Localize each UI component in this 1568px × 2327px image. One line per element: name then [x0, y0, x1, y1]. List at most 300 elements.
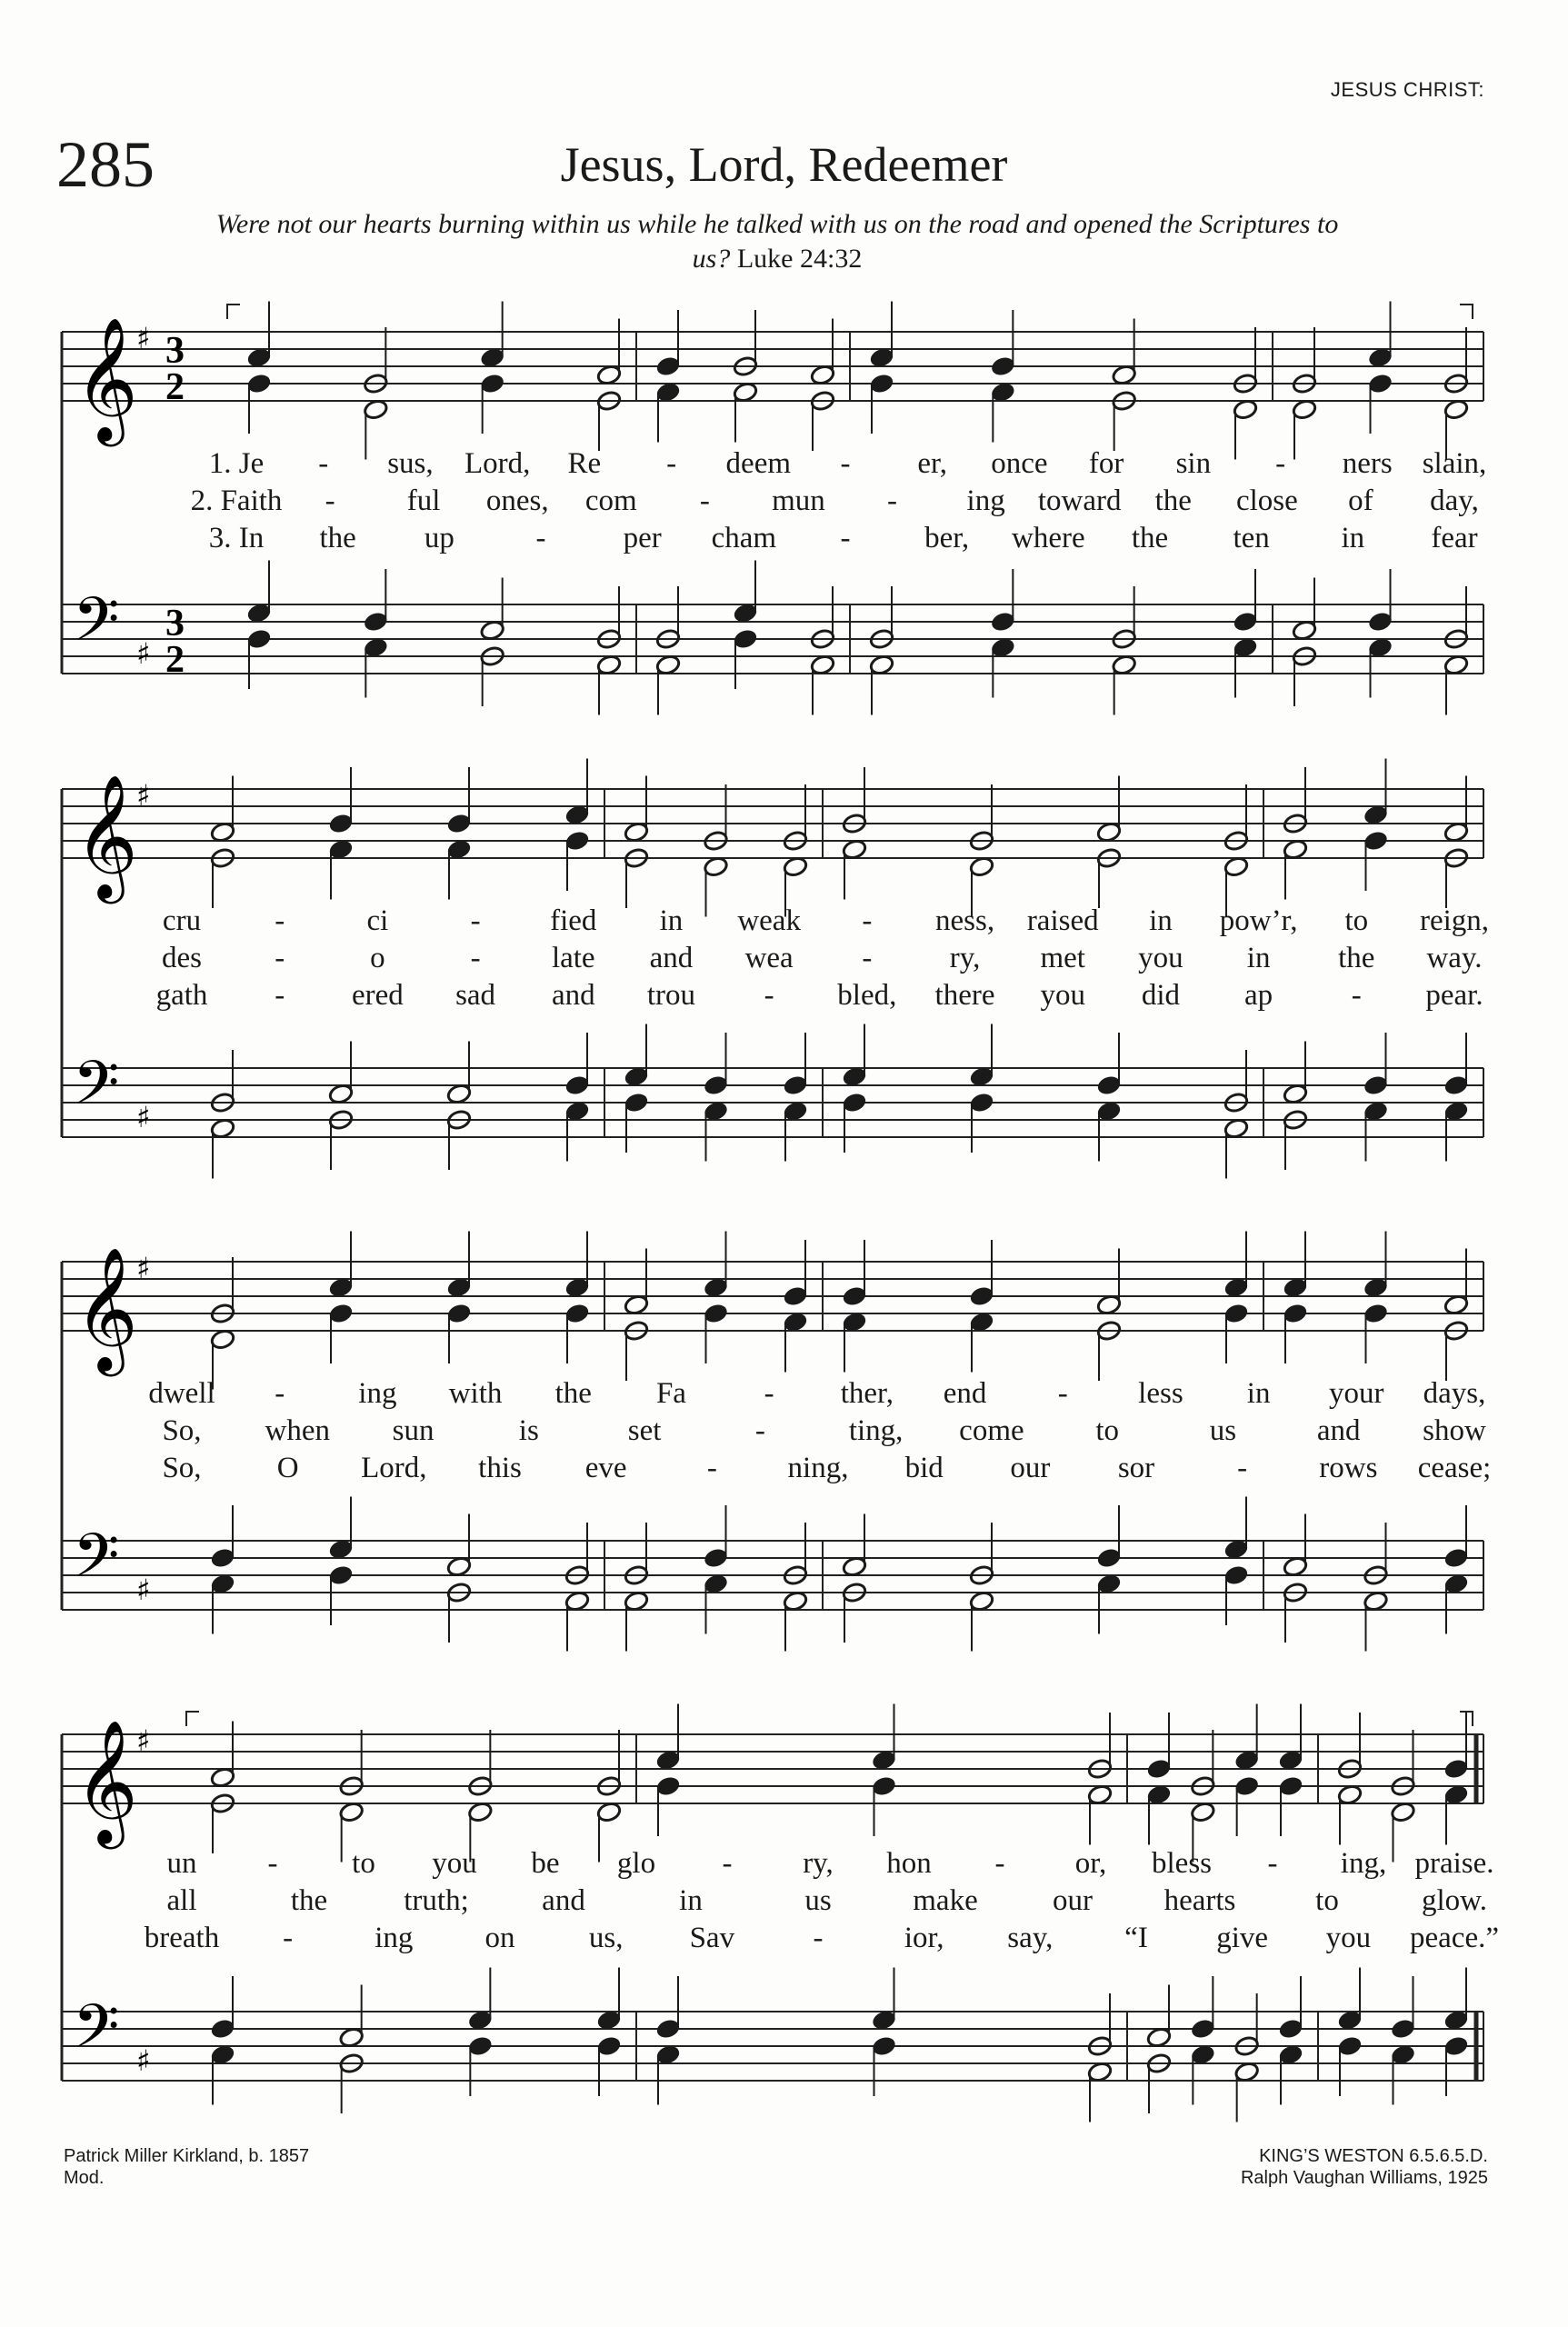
lyric-syllable: ther,	[840, 1377, 894, 1410]
note-head	[1390, 2043, 1415, 2065]
lyric-syllable: there	[934, 979, 995, 1012]
note-head	[246, 628, 272, 650]
note-head	[969, 1311, 994, 1333]
lyric-syllable: us	[1209, 1414, 1237, 1447]
note-head	[596, 1801, 622, 1823]
note-head	[210, 1328, 235, 1350]
author-name: Patrick Miller Kirkland, b. 1857	[64, 2146, 310, 2166]
lyric-syllable: your	[1329, 1377, 1384, 1410]
lyric-syllable: So,	[162, 1414, 202, 1447]
lyric-hyphen: -	[267, 1847, 278, 1880]
note-head	[210, 1766, 235, 1788]
lyric-syllable: ing,	[1340, 1847, 1387, 1880]
note-head	[246, 373, 272, 394]
lyric-syllable: when	[265, 1414, 331, 1447]
note-head	[1443, 1100, 1469, 1122]
note-head	[596, 2009, 622, 2031]
note-head	[1443, 398, 1469, 420]
note-head	[1146, 1783, 1172, 1805]
note-head	[1443, 1547, 1469, 1569]
note-head	[328, 838, 354, 860]
lyric-hyphen: -	[470, 904, 481, 937]
note-head	[1363, 1074, 1388, 1096]
lyric-syllable: the	[1338, 942, 1375, 974]
lyric-syllable: gath	[155, 979, 208, 1012]
note-head	[783, 1074, 808, 1096]
lyric-syllable: to	[1095, 1414, 1120, 1447]
lyric-syllable: in	[659, 904, 684, 937]
note-head	[1190, 2018, 1215, 2040]
note-head	[328, 1303, 354, 1324]
bass-clef-icon: 𝄢	[73, 1521, 120, 1605]
note-head	[990, 636, 1015, 658]
lyric-syllable: to	[1344, 904, 1369, 937]
lyric-syllable: ing	[358, 1377, 397, 1410]
note-head	[1443, 1758, 1469, 1780]
note-head	[783, 855, 808, 877]
note-head	[1363, 804, 1388, 825]
note-head	[1223, 1564, 1249, 1586]
note-head	[1223, 855, 1249, 877]
treble-clef-icon: 𝄞	[75, 1718, 138, 1843]
lyric-syllable: trou	[646, 979, 696, 1012]
lyric-syllable: per	[623, 522, 662, 554]
note-head	[869, 654, 894, 675]
lyric-syllable: breath	[144, 1922, 220, 1954]
note-head	[842, 1311, 867, 1333]
lyric-syllable: sad	[455, 979, 496, 1012]
note-head	[990, 611, 1015, 633]
note-head	[1363, 1100, 1388, 1122]
sharp-icon: ♯	[136, 1723, 151, 1758]
note-head	[564, 1303, 590, 1324]
note-head	[783, 1311, 808, 1333]
note-head	[655, 355, 681, 377]
lyric-syllable: in	[1341, 522, 1365, 554]
treble-time-signature-bottom: 2	[165, 366, 185, 408]
lyric-hyphen: -	[813, 1922, 824, 1954]
lyric-hyphen: -	[283, 1922, 294, 1954]
note-head	[210, 1547, 235, 1569]
lyric-syllable: and	[1316, 1414, 1361, 1447]
lyric-syllable: ning,	[787, 1452, 849, 1484]
note-head	[446, 1276, 472, 1298]
lyric-syllable: deem	[725, 447, 792, 480]
note-head	[1283, 1555, 1308, 1577]
lyric-syllable: the	[1131, 522, 1169, 554]
note-head	[990, 381, 1015, 403]
note-head	[969, 1590, 994, 1612]
lyric-syllable: the	[319, 522, 356, 554]
note-head	[1233, 398, 1258, 420]
lyric-syllable: hearts	[1164, 1884, 1236, 1917]
note-head	[210, 1573, 235, 1594]
lyric-hyphen: -	[764, 1377, 774, 1410]
lyric-syllable: to	[1315, 1884, 1339, 1917]
lyric-syllable: Fa	[655, 1377, 686, 1410]
lyric-syllable: raised	[1026, 904, 1099, 937]
lyric-syllable: eve	[584, 1452, 627, 1484]
lyric-syllable: late	[551, 942, 595, 974]
note-head	[564, 1100, 590, 1122]
note-head	[467, 2009, 493, 2031]
note-head	[842, 838, 867, 860]
treble-clef-icon: 𝄞	[75, 315, 138, 441]
note-head	[479, 619, 504, 641]
note-head	[703, 1303, 728, 1324]
lyric-syllable: ful	[406, 484, 441, 517]
note-head	[1390, 1801, 1415, 1823]
note-head	[1233, 611, 1258, 633]
epigraph-quote: Were not our hearts burning within us while he talked with us on the road and opened the Scriptures to us?	[215, 209, 1339, 274]
lyric-hyphen: -	[666, 447, 677, 480]
lyric-syllable: O	[276, 1452, 299, 1484]
note-head	[564, 804, 590, 825]
lyric-syllable: in	[679, 1884, 703, 1917]
bass-clef-icon: 𝄢	[73, 1048, 120, 1133]
note-head	[363, 398, 388, 420]
lyric-syllable: ness,	[934, 904, 995, 937]
note-head	[564, 1590, 590, 1612]
note-head	[446, 1555, 472, 1577]
note-head	[1233, 1749, 1259, 1771]
note-head	[596, 2035, 622, 2057]
lyric-syllable: and	[551, 979, 595, 1012]
note-head	[783, 1590, 808, 1612]
note-head	[1223, 1117, 1249, 1139]
phrase-bracket	[1460, 305, 1473, 319]
lyric-syllable: you	[1138, 942, 1183, 974]
lyric-syllable: or,	[1074, 1847, 1107, 1880]
note-head	[1223, 1303, 1249, 1324]
lyric-syllable: sun	[392, 1414, 434, 1447]
lyric-syllable: in	[1246, 942, 1271, 974]
note-head	[1367, 636, 1393, 658]
lyric-syllable: is	[518, 1414, 539, 1447]
phrase-bracket	[227, 305, 240, 319]
note-head	[1337, 2009, 1363, 2031]
lyric-hyphen: -	[840, 522, 851, 554]
note-head	[1337, 1783, 1363, 1805]
lyric-syllable: you	[1325, 1922, 1372, 1954]
lyric-syllable: on	[484, 1922, 515, 1954]
lyric-syllable: dwell	[148, 1377, 215, 1410]
note-head	[564, 1074, 590, 1096]
note-head	[1087, 1783, 1113, 1805]
note-head	[655, 654, 681, 675]
lyric-syllable: Lord,	[464, 447, 531, 480]
lyric-syllable: ners	[1342, 447, 1393, 480]
hymn-number: 285	[56, 128, 155, 201]
note-head	[869, 346, 894, 368]
note-head	[969, 855, 994, 877]
lyric-syllable: hon	[886, 1847, 932, 1880]
lyric-syllable: with	[448, 1377, 503, 1410]
lyric-hyphen: -	[887, 484, 898, 517]
note-head	[1096, 1573, 1122, 1594]
note-head	[246, 602, 272, 624]
lyric-syllable: ior,	[904, 1922, 944, 1954]
epigraph-reference: Luke 24:32	[736, 244, 863, 274]
note-head	[1096, 821, 1122, 843]
note-head	[1233, 2061, 1259, 2082]
lyric-syllable: all	[166, 1884, 197, 1917]
lyric-syllable: make	[913, 1884, 978, 1917]
note-head	[810, 364, 835, 385]
lyric-syllable: des	[162, 942, 202, 974]
note-head	[1190, 2043, 1215, 2065]
note-head	[703, 855, 728, 877]
note-head	[1443, 1573, 1469, 1594]
lyric-syllable: wea	[744, 942, 794, 974]
note-head	[1292, 398, 1317, 420]
lyric-syllable: ber,	[924, 522, 970, 554]
note-head	[733, 381, 758, 403]
lyric-syllable: pow’r,	[1219, 904, 1298, 937]
lyric-hyphen: -	[1267, 1847, 1278, 1880]
note-head	[467, 1801, 493, 1823]
note-head	[479, 373, 504, 394]
lyric-syllable: the	[1154, 484, 1192, 517]
lyric-syllable: toward	[1037, 484, 1122, 517]
lyric-hyphen: -	[840, 447, 851, 480]
sharp-icon: ♯	[136, 321, 151, 355]
note-head	[1443, 654, 1469, 675]
composer-name: Ralph Vaughan Williams, 1925	[1240, 2168, 1488, 2188]
bass-clef-icon: 𝄢	[73, 584, 120, 669]
note-head	[1278, 2043, 1303, 2065]
lyric-syllable: un	[166, 1847, 197, 1880]
note-head	[655, 1775, 681, 1797]
lyric-syllable: sor	[1117, 1452, 1155, 1484]
lyric-hyphen: -	[994, 1847, 1005, 1880]
bass-time-signature-bottom: 2	[165, 639, 185, 681]
lyric-hyphen: -	[318, 447, 329, 480]
note-head	[842, 1092, 867, 1114]
note-head	[564, 1276, 590, 1298]
note-head	[871, 2009, 896, 2031]
lyric-syllable: Lord,	[361, 1452, 427, 1484]
note-head	[210, 1117, 235, 1139]
note-head	[1337, 2035, 1363, 2057]
lyric-syllable: sin	[1175, 447, 1212, 480]
note-head	[842, 1065, 867, 1087]
lyric-hyphen: -	[1057, 1377, 1068, 1410]
lyric-syllable: mun	[772, 484, 825, 517]
lyric-syllable: bless	[1152, 1847, 1212, 1880]
lyric-syllable: glow.	[1421, 1884, 1488, 1917]
lyric-syllable: where	[1012, 522, 1085, 554]
note-head	[703, 1573, 728, 1594]
bass-time-signature-top: 3	[165, 603, 185, 644]
lyric-syllable: 2. Faith	[190, 484, 283, 517]
note-head	[624, 821, 649, 843]
note-head	[1283, 1276, 1308, 1298]
note-head	[1443, 2035, 1469, 2057]
note-head	[655, 381, 681, 403]
lyric-hyphen: -	[764, 979, 774, 1012]
lyric-hyphen: -	[275, 904, 285, 937]
lyric-syllable: us	[804, 1884, 832, 1917]
lyric-syllable: to	[352, 1847, 375, 1880]
note-head	[1096, 1100, 1122, 1122]
note-head	[624, 1590, 649, 1612]
note-head	[1390, 2018, 1415, 2040]
lyric-syllable: cham	[711, 522, 777, 554]
lyric-hyphen: -	[722, 1847, 733, 1880]
lyric-syllable: ones,	[485, 484, 549, 517]
lyric-syllable: for	[1088, 447, 1124, 480]
note-head	[1111, 364, 1136, 385]
note-head	[871, 2035, 896, 2057]
note-head	[842, 1285, 867, 1307]
note-head	[1278, 1775, 1303, 1797]
note-head	[328, 1564, 354, 1586]
section-label: JESUS CHRIST:	[1330, 78, 1484, 101]
lyric-syllable: bid	[904, 1452, 944, 1484]
lyric-syllable: 1. Je	[208, 447, 265, 480]
note-head	[871, 1749, 896, 1771]
lyric-syllable: in	[1246, 1377, 1271, 1410]
lyric-hyphen: -	[535, 522, 546, 554]
lyric-hyphen: -	[275, 1377, 285, 1410]
note-head	[969, 1285, 994, 1307]
note-head	[703, 1074, 728, 1096]
note-head	[479, 346, 504, 368]
lyric-syllable: and	[542, 1884, 585, 1917]
lyric-syllable: weak	[737, 904, 801, 937]
lyric-syllable: er,	[917, 447, 947, 480]
sharp-icon: ♯	[136, 778, 151, 813]
lyric-syllable: com	[584, 484, 637, 517]
lyric-hyphen: -	[325, 484, 335, 517]
lyric-syllable: truth;	[404, 1884, 469, 1917]
note-head	[328, 1083, 354, 1104]
note-head	[1363, 830, 1388, 852]
lyric-syllable: you	[432, 1847, 477, 1880]
note-head	[1292, 619, 1317, 641]
lyric-syllable: cru	[162, 904, 202, 937]
sharp-icon: ♯	[136, 1573, 151, 1607]
lyric-syllable: ing	[966, 484, 1005, 517]
lyric-syllable: reign,	[1419, 904, 1490, 937]
lyric-syllable: ci	[366, 904, 389, 937]
note-head	[1278, 1749, 1303, 1771]
sharp-icon: ♯	[136, 1100, 151, 1134]
note-head	[1278, 2018, 1303, 2040]
note-head	[871, 1775, 896, 1797]
lyric-syllable: come	[959, 1414, 1024, 1447]
lyric-syllable: Re	[567, 447, 602, 480]
lyric-hyphen: -	[862, 904, 873, 937]
note-head	[1146, 2026, 1172, 2048]
note-head	[1096, 1547, 1122, 1569]
note-head	[703, 1100, 728, 1122]
note-head	[1111, 654, 1136, 675]
lyric-syllable: days,	[1423, 1377, 1486, 1410]
author-credit	[64, 2145, 309, 2189]
note-head	[624, 1065, 649, 1087]
lyric-syllable: ten	[1233, 522, 1270, 554]
note-head	[869, 373, 894, 394]
lyric-syllable: met	[1040, 942, 1085, 974]
note-head	[990, 355, 1015, 377]
lyric-syllable: up	[424, 522, 454, 554]
note-head	[446, 1303, 472, 1324]
note-head	[1283, 1303, 1308, 1324]
note-head	[210, 821, 235, 843]
lyric-syllable: pear.	[1425, 979, 1483, 1012]
note-head	[446, 813, 472, 834]
note-head	[1096, 1074, 1122, 1096]
lyric-syllable: ap	[1244, 979, 1273, 1012]
note-head	[624, 1092, 649, 1114]
lyric-syllable: sus,	[387, 447, 434, 480]
phrase-bracket	[186, 1712, 199, 1726]
note-head	[1233, 636, 1258, 658]
note-head	[969, 1092, 994, 1114]
note-head	[446, 1083, 472, 1104]
lyric-syllable: o	[370, 942, 385, 974]
note-head	[969, 1065, 994, 1087]
lyric-syllable: say,	[1007, 1922, 1054, 1954]
lyric-syllable: our	[1010, 1452, 1051, 1484]
note-head	[842, 1555, 867, 1577]
note-head	[246, 346, 272, 368]
lyric-syllable: the	[554, 1377, 592, 1410]
lyric-syllable: ting,	[848, 1414, 904, 1447]
note-head	[1087, 2061, 1113, 2082]
lyric-hyphen: -	[1275, 447, 1286, 480]
lyric-syllable: show	[1423, 1414, 1486, 1447]
note-head	[328, 813, 354, 834]
note-head	[1223, 1538, 1249, 1560]
lyric-hyphen: -	[706, 1452, 717, 1484]
note-head	[1443, 1074, 1469, 1096]
note-head	[655, 2043, 681, 2065]
lyric-syllable: day,	[1430, 484, 1479, 517]
sharp-icon: ♯	[136, 636, 151, 671]
lyric-syllable: ry,	[803, 1847, 834, 1880]
note-head	[210, 2043, 235, 2065]
lyric-syllable: the	[290, 1884, 328, 1917]
note-head	[1283, 838, 1308, 860]
note-head	[338, 2026, 364, 2048]
lyric-syllable: our	[1053, 1884, 1093, 1917]
lyric-syllable: way.	[1426, 942, 1483, 974]
lyric-hyphen: -	[470, 942, 481, 974]
note-head	[1443, 821, 1469, 843]
tune-name: KING’S WESTON 6.5.6.5.D.	[1259, 2146, 1488, 2166]
lyric-syllable: cease;	[1417, 1452, 1492, 1484]
note-head	[733, 628, 758, 650]
note-head	[1443, 1293, 1469, 1315]
lyric-hyphen: -	[275, 979, 285, 1012]
lyric-syllable: be	[531, 1847, 560, 1880]
lyric-syllable: Sav	[689, 1922, 735, 1954]
note-head	[596, 654, 622, 675]
note-head	[1443, 2009, 1469, 2031]
lyric-syllable: So,	[162, 1452, 202, 1484]
note-head	[1363, 1303, 1388, 1324]
treble-clef-icon: 𝄞	[75, 1245, 138, 1371]
author-note: Mod.	[64, 2168, 105, 2188]
note-head	[1283, 1083, 1308, 1104]
sharp-icon: ♯	[136, 2043, 151, 2078]
note-head	[783, 1100, 808, 1122]
note-head	[783, 1285, 808, 1307]
lyric-syllable: you	[1040, 979, 1085, 1012]
